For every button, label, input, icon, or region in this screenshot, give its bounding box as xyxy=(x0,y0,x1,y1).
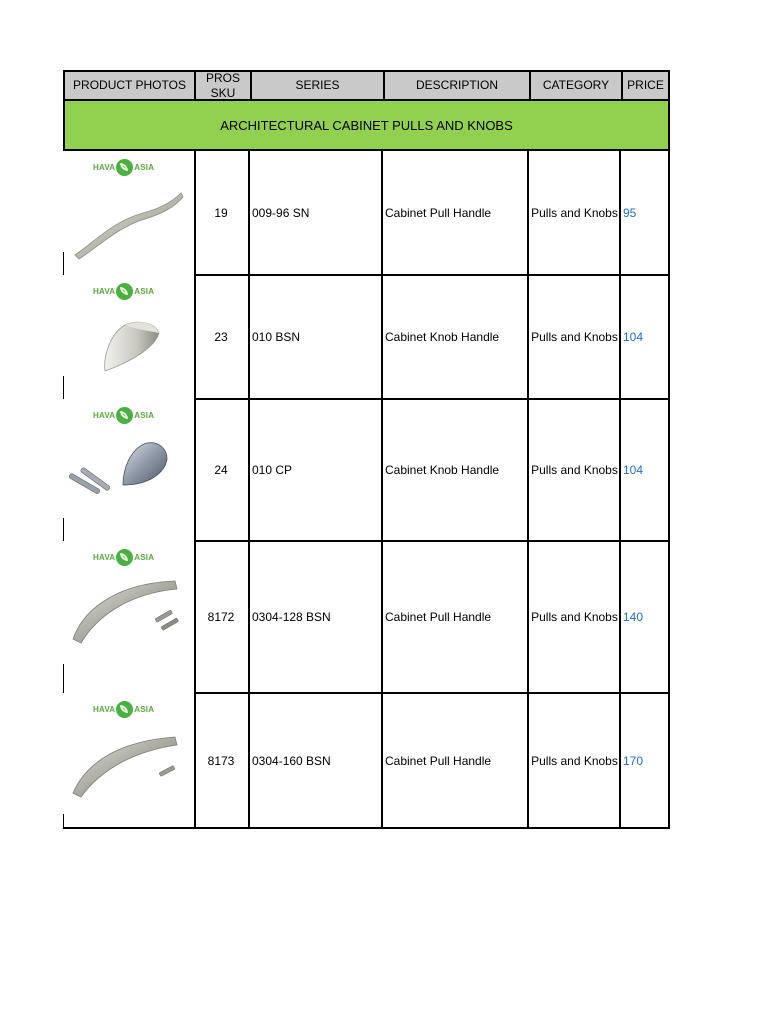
header-pros-sku xyxy=(194,70,252,101)
product-photo xyxy=(63,151,194,275)
column-divider xyxy=(381,151,383,828)
header-category xyxy=(529,70,623,101)
sku-cell: 8172 xyxy=(207,610,235,624)
description-cell: Cabinet Knob Handle xyxy=(385,330,500,344)
header-label: SERIES xyxy=(295,78,340,92)
hava-asia-logo: HAVA ASIA xyxy=(93,157,154,177)
row-divider xyxy=(63,827,194,829)
pull-handle-image xyxy=(63,151,194,275)
sku-cell: 24 xyxy=(214,463,228,477)
chrome-knob-with-screws-image xyxy=(63,399,194,541)
table-row xyxy=(63,693,670,828)
table-row xyxy=(63,151,670,275)
sku-cell: 19 xyxy=(214,206,228,220)
header-label: PRODUCT PHOTOS xyxy=(73,78,186,92)
header-series xyxy=(250,70,385,101)
series-cell: 010 CP xyxy=(252,463,293,477)
column-divider xyxy=(668,151,670,828)
header-label: CATEGORY xyxy=(542,78,610,92)
header-product-photos xyxy=(63,70,196,101)
series-cell: 0304-128 BSN xyxy=(252,610,331,624)
column-divider xyxy=(248,151,250,828)
description-cell: Cabinet Pull Handle xyxy=(385,610,492,624)
product-photo xyxy=(63,275,194,399)
product-photo xyxy=(63,399,194,541)
header-label: PROS SKU xyxy=(205,70,240,100)
header-label: PRICE xyxy=(627,78,664,92)
arched-pull-handle-image xyxy=(63,693,194,828)
row-divider xyxy=(194,827,670,829)
price-cell: 104 xyxy=(623,463,644,477)
cell-edge xyxy=(63,814,64,828)
category-cell: Pulls and Knobs xyxy=(531,463,618,477)
description-cell: Cabinet Knob Handle xyxy=(385,463,500,477)
price-cell: 140 xyxy=(623,610,644,624)
cup-knob-image xyxy=(63,275,194,399)
price-cell: 95 xyxy=(623,206,637,220)
sku-cell: 8173 xyxy=(207,753,235,768)
table-row xyxy=(63,399,670,541)
category-cell: Pulls and Knobs xyxy=(531,610,618,624)
cell-edge xyxy=(63,252,64,275)
category-cell: Pulls and Knobs xyxy=(531,206,618,220)
hava-asia-logo: HAVA ASIA xyxy=(93,699,154,719)
table-row xyxy=(63,275,670,399)
description-cell: Cabinet Pull Handle xyxy=(385,753,492,768)
category-cell: Pulls and Knobs xyxy=(531,753,618,768)
section-title-band xyxy=(63,101,670,151)
series-cell: 009-96 SN xyxy=(252,206,310,220)
hava-asia-logo: HAVA ASIA xyxy=(93,405,154,425)
description-cell: Cabinet Pull Handle xyxy=(385,206,492,220)
cell-edge xyxy=(63,664,64,693)
header-description xyxy=(383,70,531,101)
hava-asia-logo: HAVA ASIA xyxy=(93,547,154,567)
cell-edge xyxy=(63,518,64,541)
hava-asia-logo: HAVA ASIA xyxy=(93,281,154,301)
column-divider xyxy=(527,151,529,828)
row-divider xyxy=(194,540,670,542)
category-cell: Pulls and Knobs xyxy=(531,330,618,344)
row-divider xyxy=(194,398,670,400)
column-divider xyxy=(194,151,196,828)
product-photo xyxy=(63,693,194,828)
cell-edge xyxy=(63,376,64,399)
table-row xyxy=(63,541,670,693)
sku-cell: 23 xyxy=(214,330,228,344)
row-divider xyxy=(194,692,670,694)
price-cell: 170 xyxy=(623,753,644,768)
price-cell: 104 xyxy=(623,330,644,344)
header-label: DESCRIPTION xyxy=(415,78,498,92)
series-cell: 0304-160 BSN xyxy=(252,753,331,768)
product-photo xyxy=(63,541,194,693)
column-divider xyxy=(619,151,621,828)
row-divider xyxy=(194,274,670,276)
header-price xyxy=(621,70,670,101)
series-cell: 010 BSN xyxy=(252,330,301,344)
section-title: ARCHITECTURAL CABINET PULLS AND KNOBS xyxy=(220,117,513,133)
arched-pull-handle-image xyxy=(63,541,194,693)
